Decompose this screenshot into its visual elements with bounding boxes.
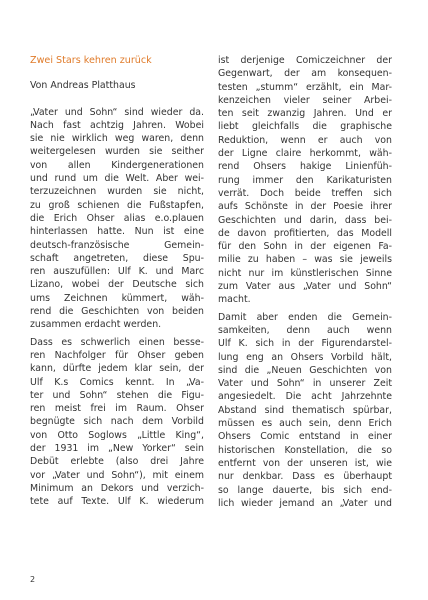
text-line: Reduktion, wenn er auch von: [218, 134, 392, 146]
text-line: sind die „Neuen Geschichten von: [218, 364, 392, 376]
text-line: die Erich Ohser alias e.o.plauen: [30, 212, 204, 224]
text-line: historischen Konstellation, die so: [218, 444, 392, 456]
paragraph: [30, 106, 204, 332]
text-line: Minimum an Dekors und verzich-: [30, 482, 204, 494]
text-line: nicht nur im künstlerischen Sinne: [218, 267, 392, 279]
text-line: Dass es schwerlich einen besse-: [30, 336, 204, 348]
text-line: milie zu haben – was sie jeweils: [218, 254, 392, 266]
text-line: ten seit zwanzig Jahren. Und er: [218, 108, 392, 120]
text-line: Vater und Sohn“ in unserer Zeit: [218, 378, 392, 390]
text-line: lung eng an Ohsers Vorbild hält,: [218, 351, 392, 363]
text-line: Abstand sind thematisch spürbar,: [218, 404, 392, 416]
text-line: Nach fast achtzig Jahren. Wobei: [30, 119, 204, 131]
text-line: zu groß schienen die Fußstapfen,: [30, 199, 204, 211]
text-line: ter und Sohn“ stehen die Figu-: [30, 389, 204, 401]
text-line: zum Vater aus „Vater und Sohn“: [218, 281, 392, 293]
text-line: tete auf Texte. Ulf K. wiederum: [30, 496, 204, 508]
text-line: ren Nachfolger für Ohser geben: [30, 349, 204, 361]
text-line: aufs Schönste in der Poesie ihrer: [218, 201, 392, 213]
right-column: [218, 54, 392, 514]
text-line: der Ligne claire herkommt, wäh-: [218, 148, 392, 160]
text-line: ums Zeichnen kümmert, wäh-: [30, 292, 204, 304]
text-line: entfernt von der unseren ist, wie: [218, 457, 392, 469]
paragraph: [218, 311, 392, 510]
text-line: lich wieder jemand an „Vater und: [218, 497, 392, 509]
text-line: macht.: [218, 294, 251, 306]
article-heading: Zwei Stars kehren zurück: [30, 55, 152, 66]
text-line: müssen es auch sein, denn Erich: [218, 418, 392, 430]
text-line: Lizano, wobei der Deutsche sich: [30, 279, 204, 291]
text-line: rend Ohsers hakige Linienfüh-: [218, 161, 392, 173]
text-line: so lange dauerte, bis sich end-: [218, 484, 392, 496]
text-line: Ulf K.s Comics kennt. In „Va-: [30, 376, 204, 388]
text-line: und rund um die Welt. Aber wei-: [30, 173, 204, 185]
text-line: Gegenwart, der am konsequen-: [218, 68, 392, 80]
text-line: Ohsers Comic entstand in einer: [218, 431, 392, 443]
text-line: von allen Kindergenerationen: [30, 159, 204, 171]
text-line: terzuzeichnen wurden sie nicht,: [30, 186, 204, 198]
text-line: vor „Vater und Sohn“), mit einem: [30, 469, 204, 481]
text-line: der 1931 im „New Yorker“ sein: [30, 443, 204, 455]
text-line: hinterlassen hatte. Nun ist eine: [30, 226, 204, 238]
text-line: schaft angetreten, diese Spu-: [30, 252, 204, 264]
text-line: weitergelesen wurden sie seither: [30, 146, 204, 158]
text-line: Damit aber enden die Gemein-: [218, 311, 392, 323]
author-line: Von Andreas Platthaus: [30, 80, 136, 92]
right-paragraphs: [218, 54, 392, 510]
text-line: ist derjenige Comiczeichner der: [218, 55, 392, 66]
text-line: deutsch-französische Gemein-: [30, 239, 204, 251]
text-line: ren meist frei im Raum. Ohser: [30, 403, 204, 415]
text-line: nur denkbar. Dass es überhaupt: [218, 471, 392, 483]
text-line: kenzeichen vieler seiner Arbei-: [218, 94, 392, 106]
text-line: de davon profitierten, das Modell: [218, 227, 392, 239]
text-line: von Otto Soglows „Little King“,: [30, 429, 204, 441]
text-line: zusammen erdacht werden.: [30, 319, 162, 331]
text-line: liebt gleichfalls die graphische: [218, 121, 392, 133]
text-line: testen „stumm“ erzählt, ein Mar-: [218, 81, 392, 93]
text-line: Debüt erlebte (also drei Jahre: [30, 456, 204, 468]
left-column: [30, 54, 204, 513]
text-line: „Vater und Sohn“ sind wieder da.: [30, 106, 204, 118]
text-line: sie nie wirklich weg waren, denn: [30, 133, 204, 145]
text-line: ren auszufüllen: Ulf K. und Marc: [30, 266, 204, 278]
text-line: Geschichten und darin, dass bei-: [218, 214, 392, 226]
text-line: rung immer den Karikaturisten: [218, 174, 392, 186]
text-line: begnügte sich nach dem Vorbild: [30, 416, 204, 428]
paragraph: [218, 54, 392, 307]
left-paragraphs: [30, 106, 204, 509]
page-number: 2: [30, 575, 36, 584]
text-line: Ulf K. sich in der Figurendarstel-: [218, 338, 392, 350]
text-line: für den Sohn in der eigenen Fa-: [218, 241, 392, 253]
text-line: angesiedelt. Die acht Jahrzehnte: [218, 391, 392, 403]
text-line: kann, dürfte jedem klar sein, der: [30, 363, 204, 375]
text-line: rend die Geschichten von beiden: [30, 306, 204, 318]
text-line: samkeiten, denn auch wenn: [218, 324, 392, 336]
text-line: verrät. Doch beide treffen sich: [218, 187, 392, 199]
paragraph: [30, 336, 204, 509]
